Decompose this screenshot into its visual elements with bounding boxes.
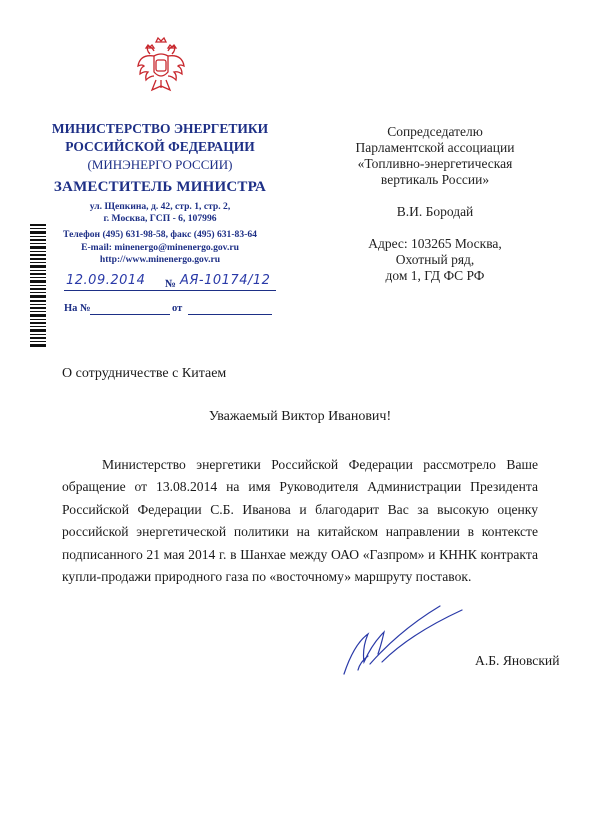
reply-number-blank xyxy=(90,314,170,315)
ministry-address-line1: ул. Щепкина, д. 42, стр. 1, стр. 2, xyxy=(89,201,231,212)
handwritten-signature xyxy=(330,604,470,682)
addressee-address2: Охотный ряд, xyxy=(395,252,475,267)
ministry-name-line1: МИНИСТЕРСТВО ЭНЕРГЕТИКИ xyxy=(51,121,269,136)
registration-line xyxy=(64,273,276,294)
letter-subject: О сотрудничестве с Китаем xyxy=(62,366,227,381)
reply-from-label: от xyxy=(172,303,183,314)
signer-name: А.Б. Яновский xyxy=(475,653,560,668)
ministry-website-line: http://www.minenergo.gov.ru xyxy=(99,254,221,265)
sender-position-title: ЗАМЕСТИТЕЛЬ МИНИСТРА xyxy=(53,179,267,195)
letter-body: Министерство энергетики Российской Федерации рассмотрело Ваше обращение от 13.08.2014 на имя Руководителя Администрации Президента Российской Федерации С.Б. Иванова и благодарит Вас за высокую оценку российской энергетической политики на китайском направлении в контексте подписанного 21 мая 2014 г. в Шанхае между ОАО «Газпром» и КННК контракта купли-продажи природного газа по «восточному» маршруту поставок. xyxy=(62,457,538,585)
addressee-line4: вертикаль России» xyxy=(380,172,490,187)
registration-underline xyxy=(64,290,276,291)
reply-number-label: На № xyxy=(64,303,91,314)
addressee-line1: Сопредседателю xyxy=(387,124,483,139)
addressee-line2: Парламентской ассоциации xyxy=(355,140,515,155)
ministry-address-line2: г. Москва, ГСП - 6, 107996 xyxy=(103,213,217,224)
registration-number: АЯ-10174/12 xyxy=(180,273,271,288)
addressee-name: В.И. Бородай xyxy=(396,204,474,219)
reply-date-blank xyxy=(188,314,272,315)
ministry-name-line2: РОССИЙСКОЙ ФЕДЕРАЦИИ xyxy=(65,139,255,154)
addressee-line3: «Топливно-энергетическая xyxy=(357,156,513,171)
registration-number-label: № xyxy=(165,278,177,290)
ministry-phone-line: Телефон (495) 631-98-58, факс (495) 631-83-64 xyxy=(63,229,257,240)
registration-date: 12.09.2014 xyxy=(66,273,146,288)
letter-greeting: Уважаемый Виктор Иванович! xyxy=(208,409,392,424)
coat-of-arms-emblem-icon xyxy=(136,36,186,98)
reply-reference-line xyxy=(64,303,274,317)
ministry-email-line: E-mail: minenergo@minenergo.gov.ru xyxy=(81,242,239,253)
addressee-address1: Адрес: 103265 Москва, xyxy=(368,236,502,251)
barcode-icon xyxy=(30,224,46,347)
ministry-short-name: (МИНЭНЕРГО РОССИИ) xyxy=(87,157,233,172)
addressee-address3: дом 1, ГД ФС РФ xyxy=(385,268,485,283)
